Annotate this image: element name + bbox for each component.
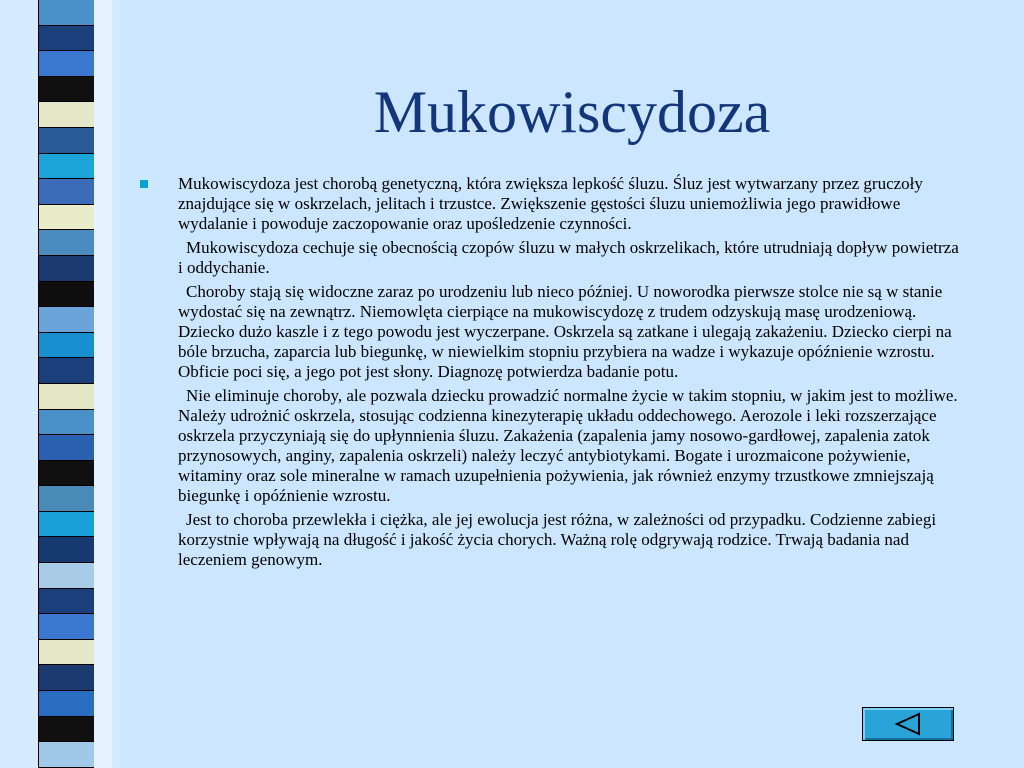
stripe-segment [39, 614, 95, 640]
paragraph-3: Choroby stają się widoczne zaraz po urodzeniu lub nieco później. U noworodka pierwsze stolce nie są w stanie wydostać się na zewnątrz. Niemowlęta cierpiące na mukowiscydozę z trudem odzyskują masę urodzeniową. Dziecko dużo kaszle i z tego powodu jest wyczerpane. Oskrzela są zatkane i ulegają zakażeniu. Dziecko cierpi na bóle brzucha, zaparcia lub biegunkę, w niewielkim stopniu przybiera na wadze i wykazuje opóźnienie wzrostu. Obficie poci się, a jego pot jest słony. Diagnozę potwierdza badanie potu. [178, 282, 952, 381]
stripe-segment [39, 307, 95, 333]
stripe-segment [39, 640, 95, 666]
stripe-spacer [94, 0, 112, 768]
stripe-segment [39, 77, 95, 103]
back-button[interactable] [862, 707, 954, 741]
stripe-segment [39, 742, 95, 768]
stripe-segment [39, 230, 95, 256]
stripe-segment [39, 282, 95, 308]
stripe-segment [39, 589, 95, 615]
stripe-segment [39, 0, 95, 26]
stripe-segment [39, 179, 95, 205]
stripe-segment [39, 51, 95, 77]
stripe-segment [39, 26, 95, 52]
paragraph-2: Mukowiscydoza cechuje się obecnością czopów śluzu w małych oskrzelikach, które utrudniają dopływ powietrza i oddychanie. [178, 238, 959, 277]
stripe-segment [39, 665, 95, 691]
bullet-text [178, 174, 960, 238]
stripe-segment [39, 486, 95, 512]
stripe-segment [39, 537, 95, 563]
stripe-segment [39, 717, 95, 743]
paragraph-4: Nie eliminuje choroby, ale pozwala dziecku prowadzić normalne życie w takim stopniu, w jakim jest to możliwe. Należy udrożnić oskrzela, stosując codzienna kinezyterapię układu oddechowego. Aerozole i leki rozszerzające oskrzela przyczyniają się do upłynnienia śluzu. Zakażenia (zapalenia jamy nosowo-gardłowej, zapalenia zatok przynosowych, anginy, zapalenia oskrzeli) należy leczyć antybiotykami. Bogate i urozmaicone pożywienie, witaminy oraz sole mineralne w ramach uzupełnienia pożywienia, jak również enzymy trzustkowe zmniejszają biegunkę i opóźnienie wzrostu. [178, 386, 958, 505]
stripe-segment [39, 410, 95, 436]
continuation-paragraphs [140, 238, 960, 570]
stripe-segment [39, 154, 95, 180]
paragraph-1: Mukowiscydoza jest chorobą genetyczną, która zwiększa lepkość śluzu. Śluz jest wytwarzany przez gruczoły znajdujące się w oskrzelach, jelitach i trzustce. Zwiększenie gęstości śluzu uniemożliwia jego prawidłowe wydalanie i powoduje zaczopowanie oraz upośledzenie czynności. [178, 174, 923, 233]
stripe-segment [39, 512, 95, 538]
stripe-segment [39, 563, 95, 589]
paragraph-5: Jest to choroba przewlekła i ciężka, ale jej ewolucja jest różna, w zależności od przypadku. Codzienne zabiegi korzystnie wpływają na długość i jakość życia chorych. Ważną rolę odgrywają rodzice. Trwają badania nad leczeniem genowym. [178, 510, 937, 569]
slide-title: Mukowiscydoza [373, 79, 771, 145]
stripe-segment [39, 256, 95, 282]
stripe-segment [39, 102, 95, 128]
stripe-segment [39, 691, 95, 717]
slide-body [140, 174, 960, 574]
stripe-segment [39, 435, 95, 461]
decorative-stripes [38, 0, 96, 768]
stripe-segment [39, 358, 95, 384]
triangle-left-icon [893, 712, 923, 736]
bullet-item [140, 174, 960, 238]
stripe-segment [39, 205, 95, 231]
stripe-segment [39, 333, 95, 359]
stripe-segment [39, 128, 95, 154]
stripe-segment [39, 384, 95, 410]
square-bullet-icon [140, 180, 148, 188]
stripe-segment [39, 461, 95, 487]
